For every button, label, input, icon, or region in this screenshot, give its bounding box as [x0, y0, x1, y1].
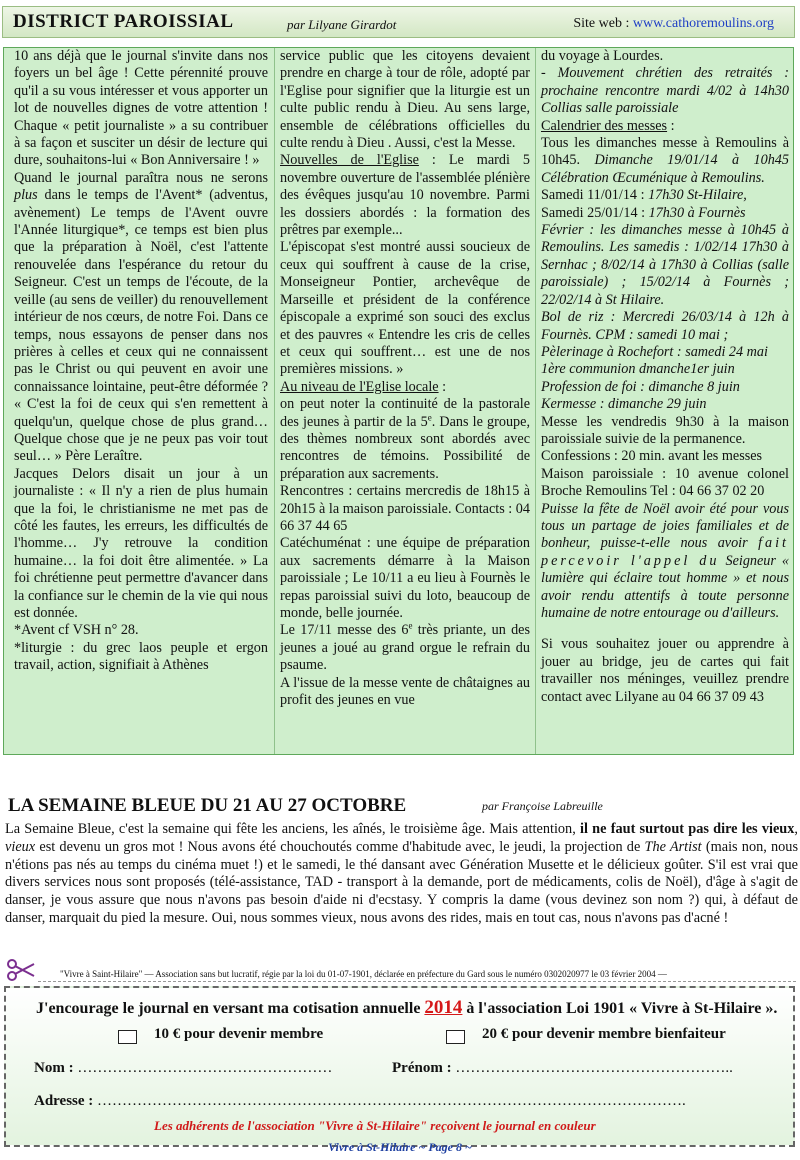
article-column-1	[14, 48, 268, 675]
scissors-icon	[6, 958, 36, 982]
website-label: Site web :	[573, 16, 633, 31]
form-year: 2014	[424, 997, 463, 1018]
benefactor-option-label: 20 € pour devenir membre bienfaiteur	[482, 1026, 726, 1042]
paragraph: Nouvelles de l'Eglise : Le mardi 5 novembre ouverture de l'assemblée plénière des évêques jusqu'au 10 novembre. Parmi les dossiers abordés : la formation des prêtres par exemple...	[280, 152, 530, 239]
paragraph: - Mouvement chrétien des retraités : prochaine rencontre mardi 4/02 à 14h30 Collias salle paroissiale	[541, 65, 789, 117]
article-column-3	[541, 48, 789, 706]
section-title: DISTRICT PAROISSIAL	[13, 11, 234, 32]
section-author: par Lilyane Girardot	[287, 17, 397, 32]
paragraph: Pèlerinage à Rochefort : samedi 24 mai	[541, 343, 768, 360]
member-checkbox[interactable]	[118, 1030, 137, 1044]
paragraph: Puisse la fête de Noël avoir été pour vous tous un partage de joies familiales et de bonheur, puisse-t-elle nous avoir fait percevoir l'appel du Seigneur « lumière qui éclaire tout homme » et nous avoir rendu attentifs à toute personne humaine de notre entourage ou d'ailleurs.	[541, 500, 789, 621]
paragraph: 10 ans déjà que le journal s'invite dans nos foyers un bel âge ! Cette pérennité prouve qu'il a su vous intéresser et vous apporter un lot de nouvelles dignes de votre attention ! Chaque « petit journaliste » a su contribuer à sa façon et susciter un désir de lecture qui dure, souhaitons-lui « Bon Anniversaire ! »	[14, 48, 268, 169]
paragraph: Profession de foi : dimanche 8 juin	[541, 378, 740, 395]
paragraph: Jacques Delors disait un jour à un journaliste : « Il n'y a rien de plus humain que la foi, le christianisme ne met pas de côté les fautes, les erreurs, les difficultés de l'homme… J'y retrouve la condition humaine… la foi doit être alimentée. » La foi chrétienne peut permettre d'avancer dans la confiance sur le chemin de la vie qui nous est donnée.	[14, 465, 268, 621]
article-column-2	[280, 48, 530, 709]
form-note: Les adhérents de l'association "Vivre à St-Hilaire" reçoivent le journal en couleur	[154, 1118, 596, 1133]
article-title: LA SEMAINE BLEUE DU 21 AU 27 OCTOBRE	[8, 795, 407, 816]
paragraph: Bol de riz : Mercredi 26/03/14 à 12h à Fournès. CPM : samedi 10 mai ;	[541, 309, 789, 343]
paragraph: Quand le journal paraîtra nous ne serons plus dans le temps de l'Avent* (adventus, avènement) Le temps de l'Avent ouvre l'Année liturgique*, ce temps est bien plus que la préparation à Noël, c'est l'attente renouvelée dans l'espérance du retour du Seigneur. C'est un temps de l'écoute, de la veille (au sens de veiller) du renouvellement intérieur de nos cœurs, de notre Foi. Dans ce temps, nous essayons de penser dans nos prières à celles et ceux qui ne connaissent pas le Christ ou qui peuvent en avoir une connaissance lointaine, peut-être déformée ? « C'est la foi de ceux qui s'en remettent à quelqu'un, quelque chose de plus grand… Quelque chose que je ne peux pas voir tout seul… » Père Leraître.	[14, 169, 268, 465]
paragraph: Samedi 11/01/14 : 17h30 St-Hilaire,	[541, 187, 747, 204]
paragraph: 1ère communion dmanche1er juin	[541, 361, 735, 378]
subheading: Au niveau de l'Eglise locale :	[280, 378, 447, 395]
website-link[interactable]: www.cathoremoulins.org	[632, 16, 774, 31]
article-author: par Françoise Labreuille	[482, 799, 603, 813]
form-heading: J'encourage le journal en versant ma cotisation annuelle 2014 à l'association Loi 1901 « Vivre à St-Hilaire ».	[36, 997, 778, 1018]
paragraph: Catéchuménat : une équipe de préparation aux sacrements démarre à la Maison paroissiale ; Le 10/11 a eu lieu à Fournès le repas paroissial suivi du loto, beaucoup de monde, belle journée.	[280, 535, 530, 621]
paragraph: Kermesse : dimanche 29 juin	[541, 396, 707, 413]
paragraph: L'épiscopat s'est montré aussi soucieux de ceux qui souffrent à cause de la crise, Monseigneur Pontier, archevêque de Marseille et président de la conférence épiscopale a exprimé son souci des exclus et des pauvres « Entendre les cris de celles et ceux qui souffrent… est une de nos premières missions. »	[280, 239, 530, 378]
paragraph: Messe les vendredis 9h30 à la maison paroissiale suivie de la permanence.	[541, 413, 789, 447]
paragraph: Février : les dimanches messe à 10h45 à Remoulins. Les samedis : 1/02/14 17h30 à Sernhac ; 8/02/14 à 17h30 à Collias (salle paroissiale) ; 15/02/14 à Fournès ; 22/02/14 à St Hilaire.	[541, 222, 789, 308]
article-body: La Semaine Bleue, c'est la semaine qui fête les anciens, les aînés, le troisième âge. Mais attention, il ne faut surtout pas dire les vieux, vieux est devenu un gros mot ! Nous avons été chouchoutés comme d'habitude avec, le jeudi, la projection de The Artist (mais non, nous n'étions pas nés au temps du cinéma muet !) et le samedi, le thé dansant avec Génération Musette et le délicieux goûter. S'il est vrai que divers services nous sont proposés (télé-assistance, TAD - transport à la demande, port de médicaments, colis de Noël), d'âge à s'agit de danser, je vous assure que nous n'avons pas besoin d'aide ni d'ecstasy. Y compris la dame (vous devinez son nom ?) qui, à défaut de danser, marquait du pied la mesure. Oui, nous sommes vieux, nous avons des rides, mais en tout cas, nous n'avons pas d'acné !	[5, 821, 799, 926]
paragraph: Rencontres : certains mercredis de 18h15 à 20h15 à la maison paroissiale. Contacts : 04 66 37 44 65	[280, 483, 530, 534]
nom-field[interactable]: Nom : ……………………………………………	[34, 1060, 333, 1076]
cut-line	[38, 981, 796, 982]
adresse-field[interactable]: Adresse : ……………………………………………………………………………………………………….	[34, 1093, 686, 1109]
paragraph: Si vous souhaitez jouer ou apprendre à jouer au bridge, jeu de cartes qui fait travailler nos méninges, veuillez prendre contact avec Lilyane au 04 66 37 09 43	[541, 636, 789, 705]
paragraph: Samedi 25/01/14 : 17h30 à Fournès	[541, 204, 746, 221]
paragraph: A l'issue de la messe vente de châtaignes au profit des jeunes en vue	[280, 674, 530, 709]
website-line	[573, 16, 774, 32]
paragraph: Confessions : 20 min. avant les messes	[541, 448, 763, 465]
paragraph: service public que les citoyens devaient prendre en charge à tour de rôle, adopté par l'Eglise pour signifier que la liturgie est un culte public rendu à Dieu. Au sens large, ensemble de célébrations officielles du culte rendu à Dieu . Aussi, c'est la Messe.	[280, 48, 530, 152]
membership-form	[4, 986, 795, 1147]
subheading: Nouvelles de l'Eglise	[280, 152, 419, 169]
paragraph: Le 17/11 messe des 6e très priante, un des jeunes a joué au grand orgue le refrain du psaume.	[280, 620, 530, 674]
column-divider	[535, 48, 536, 754]
paragraph: du voyage à Lourdes.	[541, 48, 664, 64]
page-footer: Vivre à St-Hilaire ~ Page 8 ~	[328, 1140, 472, 1154]
section-header	[2, 6, 795, 38]
paragraph: on peut noter la continuité de la pastorale des jeunes à partir de la 5e. Dans le groupe, des thèmes nombreux sont abordés avec rencontres de témoins. Possibilité de préparation aux sacrements.	[280, 396, 530, 482]
footnote: *liturgie : du grec laos peuple et ergon travail, action, signifiait à Athènes	[14, 639, 268, 674]
subheading: Calendrier des messes :	[541, 117, 675, 134]
benefactor-checkbox[interactable]	[446, 1030, 465, 1044]
footnote: *Avent cf VSH n° 28.	[14, 622, 139, 639]
paragraph: Maison paroissiale : 10 avenue colonel Broche Remoulins Tel : 04 66 37 02 20	[541, 465, 789, 500]
prenom-field[interactable]: Prénom : ………………………………………………..	[392, 1060, 733, 1076]
member-option-label: 10 € pour devenir membre	[154, 1026, 324, 1042]
column-divider	[274, 48, 275, 754]
paragraph: Tous les dimanches messe à Remoulins à 10h45. Dimanche 19/01/14 à 10h45 Célébration Œcuménique à Remoulins.	[541, 135, 789, 186]
district-article-box	[3, 47, 794, 755]
association-legal-notice: "Vivre à Saint-Hilaire" — Association sans but lucratif, régie par la loi du 01-07-1901, déclarée en préfecture du Gard sous le numéro 0302020977 le 03 février 2004 —	[60, 969, 667, 979]
